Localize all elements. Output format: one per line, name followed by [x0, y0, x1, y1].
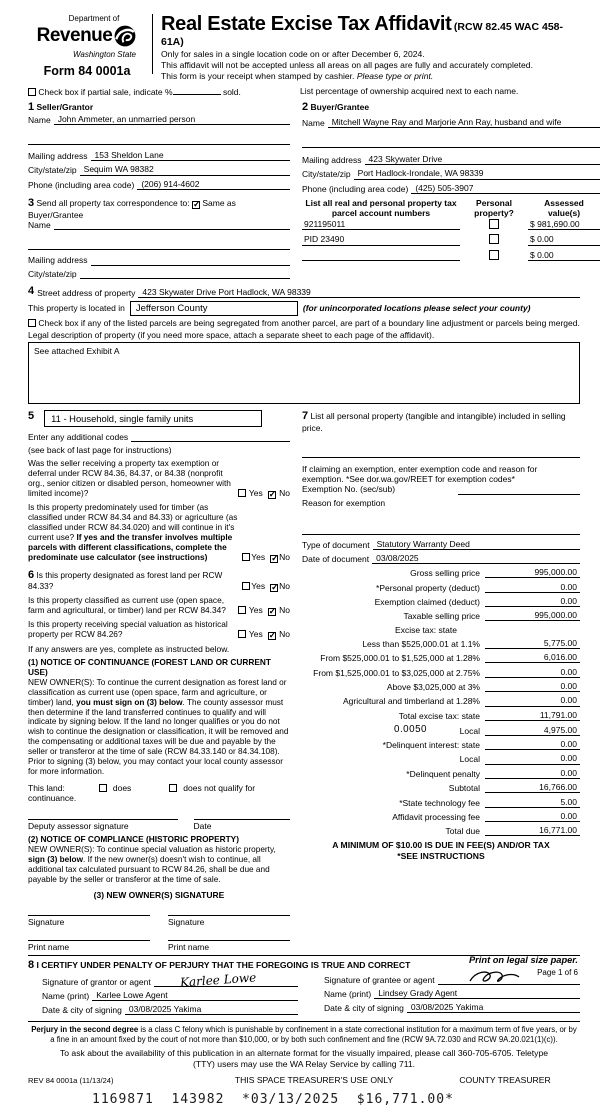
buyer-phone-field[interactable]: (425) 505-3907	[411, 183, 600, 194]
personal-property-checkbox[interactable]	[489, 234, 499, 244]
grantor-name-field[interactable]: Karlee Lowe Agent	[92, 990, 298, 1001]
owner-signature-line-2[interactable]: Signature	[168, 915, 290, 927]
deputy-assessor-date-line[interactable]: Date	[194, 819, 290, 831]
assessed-value-field[interactable]: $ 0.00	[528, 250, 600, 261]
buyer-city-field[interactable]: Port Hadlock-Irondale, WA 98339	[354, 168, 600, 179]
gross-selling-price[interactable]: 995,000.00	[485, 567, 580, 578]
buyer-phone-label: Phone (including area code)	[302, 183, 409, 194]
deputy-assessor-signature-line[interactable]: Deputy assessor signature	[28, 819, 178, 831]
does-label: does	[112, 782, 132, 793]
doc-date-field[interactable]: 03/08/2025	[372, 553, 580, 564]
partial-sale-sold-label: sold.	[222, 86, 241, 97]
current-use-no-checkbox[interactable]: ✓	[268, 605, 277, 616]
seller-mailing-field[interactable]: 153 Sheldon Lane	[91, 150, 290, 161]
partial-sale-checkbox[interactable]	[28, 88, 36, 96]
continuance-label: continuance.	[28, 792, 77, 803]
section4-number: 4	[28, 284, 35, 297]
corr-name-line2[interactable]	[28, 239, 290, 250]
dept-of-label: Department of	[68, 14, 120, 23]
tax-tier3-amount[interactable]: 0.00	[485, 667, 580, 678]
excise-tax-state-header: Excise tax: state	[395, 624, 457, 635]
tax-tier4-amount[interactable]: 0.00	[485, 681, 580, 692]
assessed-value-field[interactable]: $ 981,690.00	[528, 219, 600, 230]
tax-tier1-amount[interactable]: 5,775.00	[485, 638, 580, 649]
taxable-selling-price[interactable]: 995,000.00	[485, 610, 580, 621]
historical-yes-checkbox[interactable]	[238, 630, 246, 638]
owner-print-name-line-2[interactable]: Print name	[168, 940, 290, 952]
owner-print-name-line-1[interactable]: Print name	[28, 940, 150, 952]
treasurer-stamp: 1169871 143982 *03/13/2025 $16,771.00*	[92, 1091, 454, 1107]
section1-heading: 1 Seller/Grantor	[28, 100, 94, 113]
washington-state-label: Washington State	[72, 49, 136, 59]
header-note-3: This form is your receipt when stamped by cashier. Please type or print.	[161, 71, 434, 82]
county-select[interactable]: Jefferson County	[130, 301, 298, 316]
buyer-mailing-label: Mailing address	[302, 155, 362, 166]
section8-heading: 8 I CERTIFY UNDER PENALTY OF PERJURY THAT THE FOREGOING IS TRUE AND CORRECT	[28, 959, 411, 972]
forest-no-checkbox[interactable]: ✓	[271, 581, 279, 592]
notice-compliance-title: (2) NOTICE OF COMPLIANCE (HISTORIC PROPERTY)	[28, 834, 239, 845]
exemption-no-field[interactable]	[458, 485, 580, 495]
land-does-checkbox[interactable]	[99, 784, 107, 792]
delinquent-interest-local[interactable]: 0.00	[485, 753, 580, 764]
section3-heading: 3 Send all property tax correspondence to: ✓ Same as Buyer/Grantee	[28, 196, 236, 220]
grantor-signature-script: Karlee Lowe	[179, 969, 257, 990]
buyer-name-field[interactable]: Mitchell Wayne Ray and Marjorie Ann Ray, husband and wife	[328, 117, 600, 128]
this-land-label: This land:	[28, 782, 65, 793]
header-divider	[152, 14, 153, 74]
form-revision: REV 84 0001a (11/13/24)	[28, 1076, 114, 1086]
parcel-col-header: List all real and personal property tax parcel account numbers	[305, 197, 457, 218]
corr-mailing-label: Mailing address	[28, 255, 88, 266]
seller-name-field[interactable]: John Ammeter, an unmarried person	[54, 114, 290, 125]
corr-city-field[interactable]	[80, 269, 290, 279]
form-header	[28, 8, 580, 83]
partial-sale-row	[28, 86, 300, 97]
county-note: (for unincorporated locations please select your county)	[302, 303, 531, 314]
print-legal-note: Print on legal size paper.	[468, 955, 578, 966]
grantor-date-label: Date & city of signing	[42, 1004, 122, 1015]
exemption-no-label: Exemption No. (sec/sub)	[302, 484, 396, 495]
buyer-name-line2[interactable]	[302, 137, 600, 148]
personal-property-deduct[interactable]: 0.00	[485, 582, 580, 593]
treasurer-space-label: THIS SPACE TREASURER'S USE ONLY	[234, 1075, 394, 1086]
local-excise-tax[interactable]: 4,975.00	[485, 725, 580, 736]
buyer-name-label: Name	[302, 118, 325, 128]
current-use-yes-checkbox[interactable]	[238, 606, 246, 614]
delinquent-penalty[interactable]: 0.00	[485, 768, 580, 779]
ownership-percent-note: List percentage of ownership acquired next to each name.	[300, 85, 519, 96]
grantor-date-field[interactable]: 03/08/2025 Yakima	[125, 1004, 298, 1015]
notice-continuance-body: NEW OWNER(S): To continue the current designation as forest land or classification as current use (open space, farm and agriculture, or timber) land, you must sign on (3) below. The county assessor must then determine if the land transferred continues to qualify and will indicate by signing below. If the land no longer qualifies or you do not wish to continue the designation or classification, it will be removed and the compensating or additional taxes will be due and payable by the seller or transferor at the time of sale (RCW 84.33.140 or 84.34.108). Prior to signing (3) below, you may contact your local county assessor for more information.	[28, 677, 289, 776]
state-technology-fee[interactable]: 5.00	[485, 797, 580, 808]
street-address-field[interactable]: 423 Skywater Drive Port Hadlock, WA 98339	[138, 287, 580, 298]
corr-name-label: Name	[28, 220, 51, 231]
affidavit-processing-fee[interactable]: 0.00	[485, 811, 580, 822]
current-use-question: Is this property classified as current use (open space, farm and agricultural, or timber) land per RCW 84.34?	[28, 594, 226, 615]
dor-logo	[28, 8, 146, 79]
exemption-yes-checkbox[interactable]	[238, 489, 246, 497]
reason-exemption-line[interactable]	[302, 524, 580, 535]
page-title: Real Estate Excise Tax Affidavit	[161, 13, 452, 35]
historical-property-question: Is this property receiving special valuation as historical property per RCW 84.26?	[28, 618, 228, 639]
section5-number: 5	[28, 409, 35, 422]
personal-property-list-line[interactable]	[302, 447, 580, 458]
parcel-row	[302, 250, 600, 261]
segregated-label: Check box if any of the listed parcels are being segregated from another parcel, are part of a boundary line adjustment or parcels being merged.	[38, 318, 580, 329]
legal-description-value: See attached Exhibit A	[34, 345, 120, 356]
segregated-checkbox[interactable]	[28, 319, 36, 327]
perjury-note: Perjury in the second degree is a class C felony which is punishable by confinement in a state correctional institution for a maximum term of five years, or by a fine in an amount fixed by the court of not more than $10,000, or by both such confinement and fine (RCW 9A.72.030 and RCW 9A.20.021(1)(c)).	[31, 1025, 577, 1044]
exemption-claimed-deduct[interactable]: 0.00	[485, 596, 580, 607]
doc-type-label: Type of document	[302, 539, 370, 550]
alternate-format-note: To ask about the availability of this publication in an alternate format for the visually impaired, please call 360-705-6705. Teletype (TTY) users may use the WA Relay Service by calling 711.	[59, 1047, 549, 1069]
tax-tier2-amount[interactable]: 6,016.00	[485, 652, 580, 663]
county-treasurer-label: COUNTY TREASURER	[459, 1075, 551, 1086]
title-rcw-ref: (RCW 82.45 WAC 458-61A)	[161, 21, 564, 48]
exemption-deferral-question: Was the seller receiving a property tax exemption or deferral under RCW 84.36, 84.37, or 84.38 (nonprofit org., senior citizen or disabled person, homeowner with limited income)?	[28, 458, 231, 499]
parcel-table	[302, 198, 600, 261]
doc-date-label: Date of document	[302, 553, 370, 564]
street-address-label: Street address of property	[37, 287, 136, 298]
does-not-label: does not qualify for	[183, 782, 256, 793]
parcel-number-field[interactable]: PID 23490	[302, 234, 460, 245]
same-as-buyer-label: Same as Buyer/Grantee	[28, 197, 236, 220]
reason-exemption-label: Reason for exemption	[302, 497, 386, 508]
new-owners-signature-title: (3) NEW OWNER(S) SIGNATURE	[93, 889, 225, 900]
notice-compliance-body: NEW OWNER(S): To continue special valuation as historic property, sign (3) below. If the new owner(s) doesn't wish to continue, all additional tax calculated pursuant to RCW 84.26, shall be due and payable by the seller or transferor at the time of sale.	[28, 845, 276, 884]
answers-yes-note: If any answers are yes, complete as instructed below.	[28, 643, 230, 654]
personal-property-checkbox[interactable]	[489, 250, 499, 260]
grantee-date-field[interactable]: 03/08/2025 Yakima	[407, 1002, 580, 1013]
page-indicator: Page 1 of 6	[537, 968, 578, 978]
grantee-name-label: Name (print)	[324, 988, 372, 999]
section7-heading: 7 List all personal property (tangible and intangible) included in selling price.	[302, 409, 566, 433]
parcel-number-field[interactable]	[302, 250, 460, 261]
local-rate: 0.0050	[394, 724, 427, 736]
land-does-not-checkbox[interactable]	[169, 784, 177, 792]
located-in-label: This property is located in	[28, 303, 125, 314]
delinquent-interest-state[interactable]: 0.00	[485, 739, 580, 750]
legal-description-box[interactable]	[28, 342, 580, 404]
buyer-mailing-field[interactable]: 423 Skywater Drive	[365, 154, 600, 165]
total-excise-tax-state[interactable]: 11,791.00	[485, 710, 580, 721]
doc-type-field[interactable]: Statutory Warranty Deed	[373, 539, 580, 550]
buyer-city-label: City/state/zip	[302, 169, 351, 180]
seller-city-field[interactable]: Sequim WA 98382	[80, 164, 290, 175]
personal-property-checkbox[interactable]	[489, 219, 499, 229]
partial-sale-percent-field[interactable]	[173, 86, 221, 95]
subtotal[interactable]: 16,766.00	[485, 782, 580, 793]
property-use-code-box[interactable]: 11 - Household, single family units	[44, 410, 262, 427]
owner-signature-line-1[interactable]: Signature	[28, 915, 150, 927]
personal-property-col-header: Personal property?	[474, 197, 514, 218]
additional-codes-note: (see back of last page for instructions)	[28, 445, 172, 456]
header-note-2: This affidavit will not be accepted unless all areas on all pages are fully and accurately completed.	[161, 59, 533, 70]
additional-codes-field[interactable]	[131, 432, 290, 442]
additional-codes-label: Enter any additional codes	[28, 431, 129, 442]
corr-city-label: City/state/zip	[28, 268, 77, 279]
section2-heading: 2 Buyer/Grantee	[302, 100, 370, 113]
forest-yes-checkbox[interactable]	[242, 582, 250, 590]
seller-name-label: Name	[28, 115, 51, 125]
parcel-row	[302, 234, 600, 245]
parcel-row	[302, 219, 600, 230]
timber-yes-checkbox[interactable]	[242, 553, 250, 561]
agricultural-timberland-amount[interactable]: 0.00	[485, 695, 580, 706]
seller-phone-label: Phone (including area code)	[28, 179, 135, 190]
form-number: Form 84 0001a	[43, 64, 131, 79]
revenue-wordmark: Revenue	[36, 25, 113, 47]
partial-sale-label: Check box if partial sale, indicate %	[38, 86, 173, 97]
notice-continuance-title: (1) NOTICE OF CONTINUANCE (FOREST LAND OR CURRENT USE)	[28, 656, 271, 677]
assessed-value-col-header: Assessed value(s)	[544, 197, 584, 218]
seller-name-line2[interactable]	[28, 134, 290, 145]
total-due[interactable]: 16,771.00	[485, 825, 580, 836]
minimum-due-note: A MINIMUM OF $10.00 IS DUE IN FEE(S) AND/OR TAX *SEE INSTRUCTIONS	[332, 839, 550, 862]
grantee-signature-label: Signature of grantee or agent	[324, 974, 435, 985]
corr-name-field[interactable]	[54, 220, 290, 230]
grantor-signature-field[interactable]	[154, 969, 298, 990]
dor-swoosh-icon	[113, 24, 137, 50]
timber-agriculture-question: Is this property predominately used for timber (as classified under RCW 84.34 and 84.33) or agriculture (as classified under RCW 84.34.020) and will continue in it's current use? If yes and the transfer involves multiple parcels with different classifications, complete the predominate use calculator (see instructions)	[28, 502, 238, 562]
assessed-value-field[interactable]: $ 0.00	[528, 234, 600, 245]
parcel-number-field[interactable]: 921195011	[302, 219, 460, 230]
grantee-name-field[interactable]: Lindsey Grady Agent	[374, 988, 580, 999]
seller-city-label: City/state/zip	[28, 165, 77, 176]
timber-no-checkbox[interactable]: ✓	[271, 552, 279, 563]
corr-mailing-field[interactable]	[91, 256, 290, 266]
legal-description-label: Legal description of property (if you need more space, attach a separate sheet to each page of the affidavit).	[28, 330, 435, 341]
same-as-buyer-checkbox[interactable]: ✓	[192, 198, 201, 209]
exemption-no-checkbox[interactable]: ✓	[268, 489, 277, 500]
header-note-1: Only for sales in a single location code on or after December 6, 2024.	[161, 48, 425, 59]
seller-phone-field[interactable]: (206) 914-4602	[137, 179, 290, 190]
forest-land-question: 6 Is this property designated as forest land per RCW 84.33?	[28, 568, 223, 592]
grantee-date-label: Date & city of signing	[324, 1002, 404, 1013]
historical-no-checkbox[interactable]: ✓	[268, 629, 277, 640]
exemption-note: If claiming an exemption, enter exemption code and reason for exemption. *See dor.wa.gov/REET for exemption codes*	[302, 464, 538, 485]
grantor-name-label: Name (print)	[42, 990, 90, 1001]
seller-mailing-label: Mailing address	[28, 151, 88, 162]
grantor-signature-label: Signature of grantor or agent	[42, 976, 151, 987]
reet-affidavit-form: Department of Revenue Washington State Form 84 0001a Real Estate Excise Tax Affidavit (RCW 82.45 WAC 458-61A) Only for sales in a single location code on or after December 6, 2024. This affidavit will not be accepted unless all areas on all pages are fully and accurately completed. This form is your receipt when stamped by cashier. Please type or print. Check box if partial sale, indicate % sold. List percentage of ownership acquired next to each name. 1 Seller/Grantor Name John Ammeter, an unmarried person Mailing address 153 Sheldon Lane City/state/zip Sequim WA 98382 Phone (including area code) (206) 914-4602 3 Send all property tax correspondence to: ✓ Same as Buyer/Grantee Name Mailing address City/state/zip 2 Buyer/Grantee Name Mitchell Wayne Ray and Marjorie Ann Ray, husband and wife Mailing address 423 Skywater Drive City/state/zip Port Hadlock-Irondale, WA 98339 Phone (including area code) (425) 505-3907 List all real and personal property tax parcel account numbers Personal property? Assessed value(s) 921195011 $ 981,690.00 PID 23490 $ 0.00 $ 0.00 4 Street address of property 423 Skywater Drive Port Hadlock, WA 98339 This property is located in Jefferson County (for unincorporated locations please select your county) Check box if any of the listed parcels are being segregated from another parcel, are part of a boundary line adjustment or parcels being merged. Legal description of property (if you need more space, attach a separate sheet to each page of the affidavit). See attached Exhibit A 5 11 - Household, single family units Enter any additional codes (see back of last page for instructions) Was the seller receiving a property tax exemption or deferral under RCW 84.36, 84.37, or 84.38 (nonprofit org., senior citizen or disabled person, homeowner with limited income)? Yes ✓ No Is this property predominately used for timber (as classified under RCW 84.34 and 84.33) or agriculture (as classified under RCW 84.34.020) and will continue in it's current use? If yes and the transfer involves multiple parcels with different classifications, complete the predominate use calculator (see instructions) Yes ✓ No 6 Is this property designated as forest land per RCW 84.33? Yes ✓ No Is this property classified as current use (open space, farm and agricultural, or timber) land per RCW 84.34? Yes ✓ No Is this property receiving special valuation as historical property per RCW 84.26? Yes ✓ No If any answers are yes, complete as instructed below. (1) NOTICE OF CONTINUANCE (FOREST LAND OR CURRENT USE) NEW OWNER(S): To continue the current designation as forest land or classification as current use (open space, farm and agriculture, or timber) land, you must sign on (3) below. The county assessor must then determine if the land transferred continues to qualify and will indicate by signing below. If the land no longer qualifies or you do not wish to continue the designation or classification, it will be removed and the compensating or additional taxes will be due and payable by the seller or transferor at the time of sale (RCW 84.33.140 or 84.34.108). Prior to signing (3) below, you may contact your local county assessor for more information. This land: does does not qualify for continuance. Deputy assessor signature Date (2) NOTICE OF COMPLIANCE (HISTORIC PROPERTY) NEW OWNER(S): To continue special valuation as historic property, sign (3) below. If the new owner(s) doesn't wish to continue, all additional tax calculated pursuant to RCW 84.26, shall be due and payable by the seller or transferor at the time of sale. (3) NEW OWNER(S) SIGNATURE Signature Signature Print name Print name 7 List all personal property (tangible and intangible) included in selling price. If claiming an exemption, enter exemption code and reason for exemption. *See dor.wa.gov/REET for exemption codes* Exemption No. (sec/sub) Reason for exemption Type of document Statutory Warranty Deed Date of document 03/08/2025 Gross selling price 995,000.00 *Personal property (deduct) 0.00 Exemption claimed (deduct) 0.00 Taxable selling price 995,000.00 Excise tax: state Less than $525,000.01 at 1.1% 5,775.00 From $525,000.01 to $1,525,000 at 1.28% 6,016.00 From $1,525,000.01 to $3,025,000 at 2.75% 0.00 Above $3,025,000 at 3% 0.00 Agricultural and timberland at 1.28% 0.00 Total excise tax: state 11,791.00 0.0050 Local 4,975.00 *Delinquent interest: state 0.00 Local 0.00 *Delinquent penalty 0.00 Subtotal 16,766.00 *State technology fee 5.00 Affidavit processing fee 0.00 Total due 16,771.00 A MINIMUM OF $10.00 IS DUE IN FEE(S) AND/OR TAX *SEE INSTRUCTIONS 8 I CERTIFY UNDER PENALTY OF PERJURY THAT THE FOREGOING IS TRUE AND CORRECT Signature of grantor or agent Karlee Lowe Name (print) Karlee Lowe Agent Date & city of signing 03/08/2025 Yakima Signature of grantee or agent Name (print) Lindsey Grady Agent Date & city of signing 03/08/2025 Yakima Perjury in the second degree is a class C felony which is punishable by confinement in a state correctional institution for a maximum term of five years, or by a fine in an amount fixed by the court of not more than $10,000, or by both such confinement and fine (RCW 9A.72.030 and RCW 9A.20.021(1)(c)). To ask about the availability of this publication in an alternate format for the visually impaired, please call 360-705-6705. Teletype (TTY) users may use the WA Relay Service by calling 711. REV 84 0001a (11/13/24) THIS SPACE TREASURER'S USE ONLY COUNTY TREASURER 1169871 143982 *03/13/2025 $16,771.00* Print on legal size paper. Page 1 of 6	[0, 0, 600, 988]
